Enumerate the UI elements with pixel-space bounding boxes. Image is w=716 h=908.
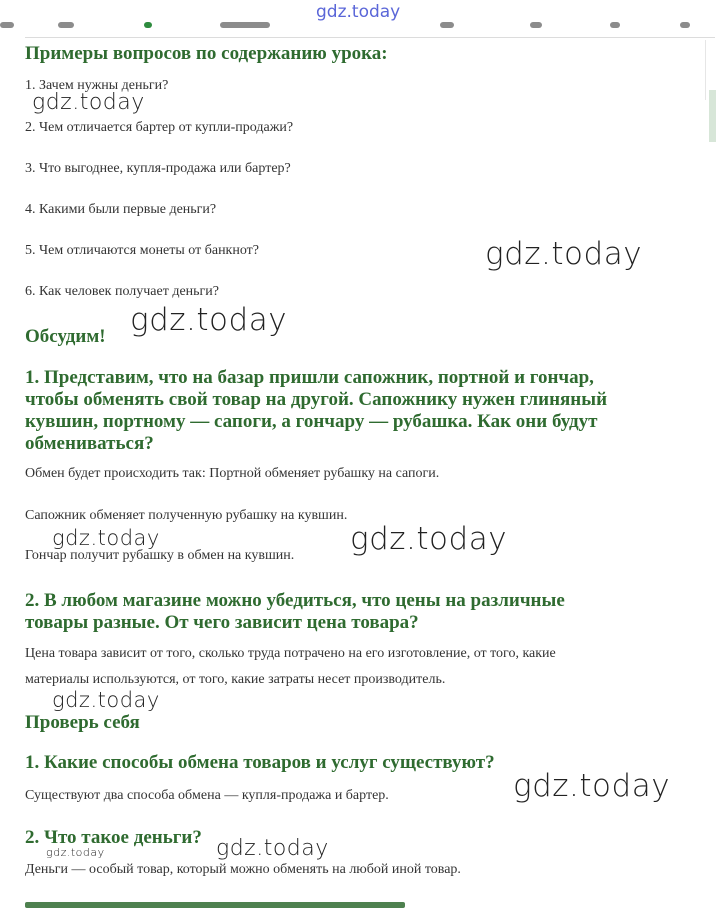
lesson-question: 2. Чем отличается бартер от купли-продажи? — [25, 120, 294, 135]
watermark: gdz.today — [130, 302, 288, 338]
discuss-question-1-line: чтобы обменять свой товар на другой. Сапожнику нужен глиняный — [25, 389, 608, 410]
watermark: gdz.today — [52, 526, 160, 550]
discuss-answer-2-line: Цена товара зависит от того, сколько труда потрачено на его изготовление, от того, какие — [25, 646, 556, 661]
cropped-element — [58, 22, 74, 28]
lesson-question: 3. Что выгоднее, купля-продажа или бартер? — [25, 161, 291, 176]
lesson-question: 4. Какими были первые деньги? — [25, 202, 217, 217]
discuss-question-1-line: кувшин, портному — сапоги, а гончару — рубашка. Как они будут — [25, 411, 598, 432]
cropped-element — [144, 22, 152, 28]
lesson-question: 1. Зачем нужны деньги? — [25, 78, 169, 93]
discuss-answer-2-line: материалы используются, от того, какие затраты несет производитель. — [25, 672, 446, 687]
discuss-answer-1-line: Обмен будет происходить так: Портной обменяет рубашку на сапоги. — [25, 466, 440, 481]
discuss-answer-1-line: Гончар получит рубашку в обмен на кувшин. — [25, 548, 295, 563]
right-sidebar-edge — [705, 40, 716, 100]
cropped-next-question — [25, 900, 405, 908]
discuss-question-1-line: обмениваться? — [25, 433, 154, 454]
cropped-element — [440, 22, 454, 28]
check-answer-2: Деньги — особый товар, который можно обменять на любой иной товар. — [25, 862, 461, 877]
cropped-element — [680, 22, 690, 28]
cropped-element — [530, 22, 542, 28]
check-question-1: 1. Какие способы обмена товаров и услуг существуют? — [25, 752, 495, 773]
divider — [25, 37, 715, 38]
top-cropped-strip — [0, 0, 716, 34]
discuss-answer-1-line: Сапожник обменяет полученную рубашку на кувшин. — [25, 508, 348, 523]
check-question-2: 2. Что такое деньги? — [25, 827, 202, 848]
discuss-question-2-line: товары разные. От чего зависит цена товара? — [25, 612, 419, 633]
lesson-question: 6. Как человек получает деньги? — [25, 284, 219, 299]
cropped-element — [610, 22, 620, 28]
discuss-question-2-line: 2. В любом магазине можно убедиться, что цены на различные — [25, 590, 565, 611]
lesson-questions-heading: Примеры вопросов по содержанию урока: — [25, 43, 388, 64]
watermark: gdz.today — [513, 768, 671, 804]
top-watermark: gdz.today — [316, 2, 401, 22]
cropped-element — [220, 22, 270, 28]
watermark: gdz.today — [32, 90, 145, 115]
lesson-question: 5. Чем отличаются монеты от банкнот? — [25, 243, 260, 258]
watermark: gdz.today — [52, 688, 160, 712]
discuss-heading: Обсудим! — [25, 326, 106, 347]
discuss-question-1-line: 1. Представим, что на базар пришли сапожник, портной и гончар, — [25, 367, 594, 388]
check-answer-1: Существуют два способа обмена — купля-продажа и бартер. — [25, 788, 389, 803]
watermark: gdz.today — [46, 846, 105, 859]
watermark: gdz.today — [350, 521, 508, 557]
watermark: gdz.today — [485, 236, 643, 272]
cropped-element — [0, 22, 14, 28]
check-yourself-heading: Проверь себя — [25, 712, 140, 733]
watermark: gdz.today — [216, 836, 329, 861]
